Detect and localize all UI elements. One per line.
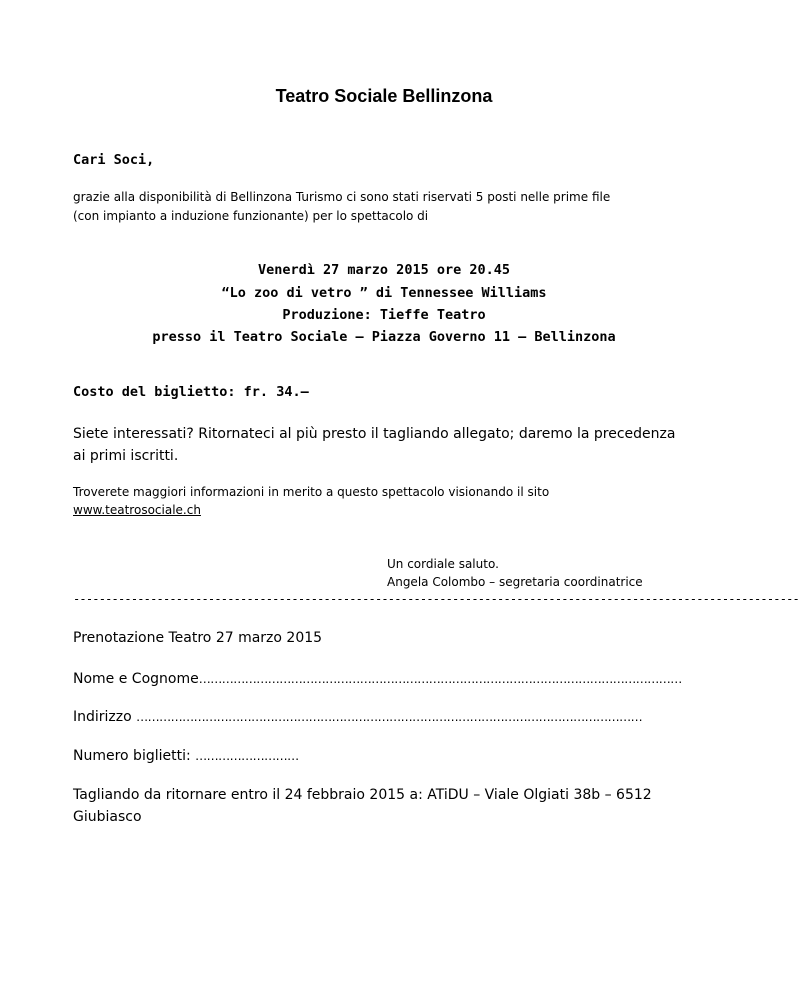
greeting: Cari Soci, [73,152,155,168]
intro-line-2: (con impianto a induzione funzionante) per lo spettacolo di [73,209,429,223]
event-production: Produzione: Tieffe Teatro [282,307,486,323]
interest-line-2: ai primi iscritti. [73,448,179,464]
document-title: Teatro Sociale Bellinzona [275,86,493,106]
name-label: Nome e Cognome [73,671,199,687]
tickets-label: Numero biglietti: [73,748,196,764]
website-link[interactable]: www.teatrosociale.ch [73,503,201,517]
intro-line-1: grazie alla disponibilità di Bellinzona Turismo ci sono stati riservati 5 posti nelle prime file [73,190,611,204]
name-dots: ……………………………………………………………………………………………………………… [198,672,682,686]
signature: Angela Colombo – segretaria coordinatrice [387,575,643,589]
event-show: “Lo zoo di vetro ” di Tennessee Williams [221,285,547,301]
address-field[interactable] [73,706,642,728]
event-venue: presso il Teatro Sociale – Piazza Governo 11 – Bellinzona [152,329,616,345]
cut-line: ----------------------------------------------------------------------------------------------------------------- [73,592,799,606]
interest-line-1: Siete interessati? Ritornateci al più presto il tagliando allegato; daremo la precedenza [73,426,676,442]
name-field[interactable] [73,668,682,690]
info-line: Troverete maggiori informazioni in merito a questo spettacolo visionando il sito [73,485,550,499]
form-heading: Prenotazione Teatro 27 marzo 2015 [73,630,323,646]
event-date: Venerdì 27 marzo 2015 ore 20.45 [258,262,510,278]
address-dots: …………………………………………………………………………………………………………………… [136,710,643,724]
return-line-1: Tagliando da ritornare entro il 24 febbraio 2015 a: ATiDU – Viale Olgiati 38b – 6512 [73,787,652,803]
tickets-field[interactable] [73,745,299,767]
ticket-cost: Costo del biglietto: fr. 34.— [73,384,309,400]
tickets-dots: ……………………… [195,749,299,763]
closing: Un cordiale saluto. [387,557,499,571]
address-label: Indirizzo [73,709,137,725]
return-line-2: Giubiasco [73,809,142,825]
